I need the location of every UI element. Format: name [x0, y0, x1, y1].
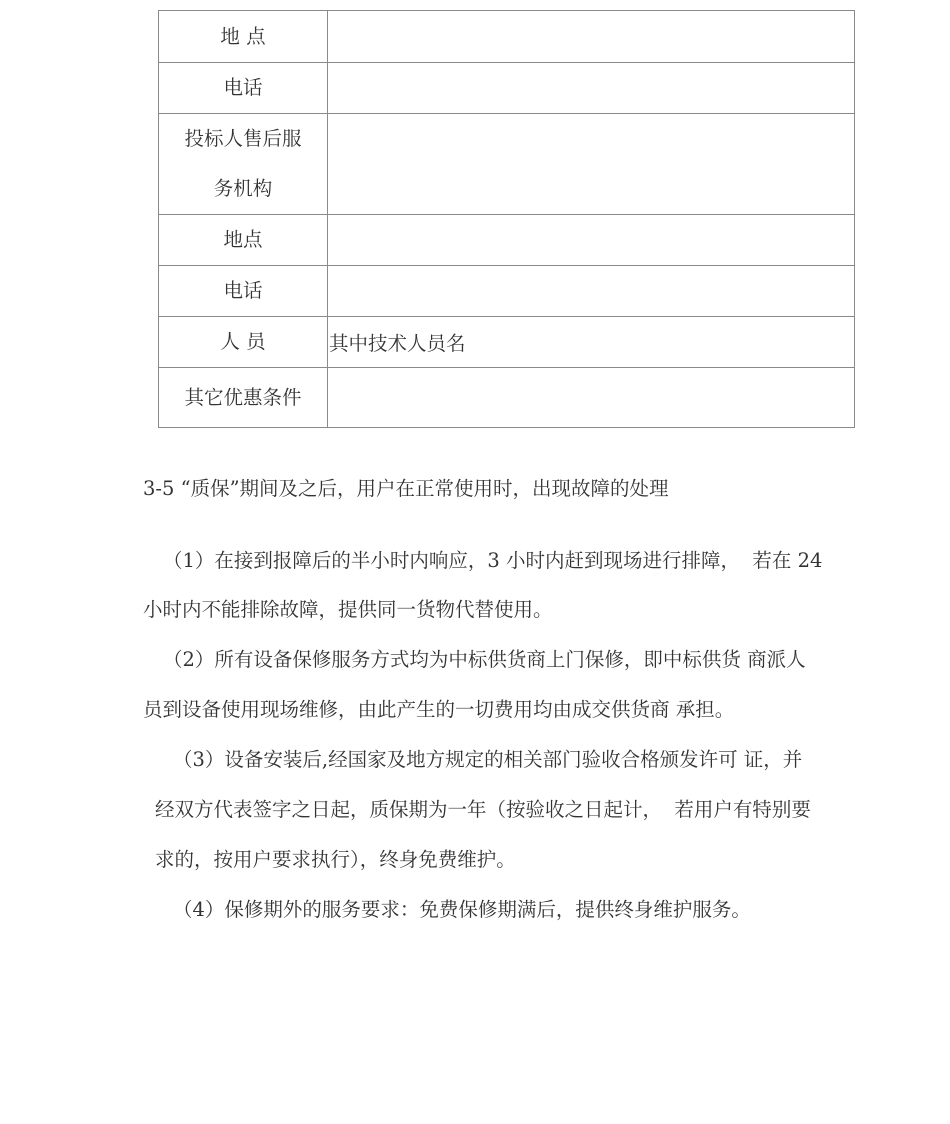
- service-info-table: [158, 10, 855, 428]
- table-row: [159, 368, 855, 428]
- row-value-service-phone: [328, 266, 855, 317]
- row-label-location: 地 点: [159, 11, 328, 63]
- row-value-location: [328, 11, 855, 63]
- row-label-personnel: 人 员: [159, 317, 328, 368]
- paragraph-1-line-1: （1）在接到报障后的半小时内响应，3 小时内赶到现场进行排障， 若在 24: [163, 549, 823, 572]
- row-value-service-org: [328, 114, 855, 215]
- row-value-service-location: [328, 215, 855, 266]
- table-row: [159, 266, 855, 317]
- row-value-personnel: 其中技术人员名: [328, 317, 855, 368]
- row-value-phone: [328, 63, 855, 114]
- paragraph-3-line-3: 求的，按用户要求执行），终身免费维护。: [155, 848, 516, 871]
- row-label-service-phone: 电话: [159, 266, 328, 317]
- table-row: [159, 114, 855, 215]
- row-label-phone: 电话: [159, 63, 328, 114]
- row-value-other-offers: [328, 368, 855, 428]
- paragraph-2-line-2: 员到设备使用现场维修，由此产生的一切费用均由成交供货商 承担。: [143, 698, 735, 721]
- row-label-service-org: 投标人售后服 务机构: [159, 114, 328, 215]
- paragraph-3-line-1: （3）设备安装后,经国家及地方规定的相关部门验收合格颁发许可 证，并: [173, 748, 803, 771]
- table-row: [159, 63, 855, 114]
- table-row: [159, 317, 855, 368]
- paragraph-3-line-2: 经双方代表签字之日起，质保期为一年（按验收之日起计， 若用户有特别要: [155, 798, 811, 821]
- paragraph-4-line-1: （4）保修期外的服务要求：免费保修期满后，提供终身维护服务。: [173, 898, 751, 921]
- section-heading: 3-5 “质保”期间及之后，用户在正常使用时，出现故障的处理: [143, 477, 669, 500]
- table-row: [159, 11, 855, 63]
- paragraph-1-line-2: 小时内不能排除故障，提供同一货物代替使用。: [143, 598, 553, 621]
- table-row: [159, 215, 855, 266]
- paragraph-2-line-1: （2）所有设备保修服务方式均为中标供货商上门保修，即中标供货 商派人: [163, 648, 806, 671]
- row-label-other-offers: 其它优惠条件: [159, 368, 328, 428]
- row-label-service-location: 地点: [159, 215, 328, 266]
